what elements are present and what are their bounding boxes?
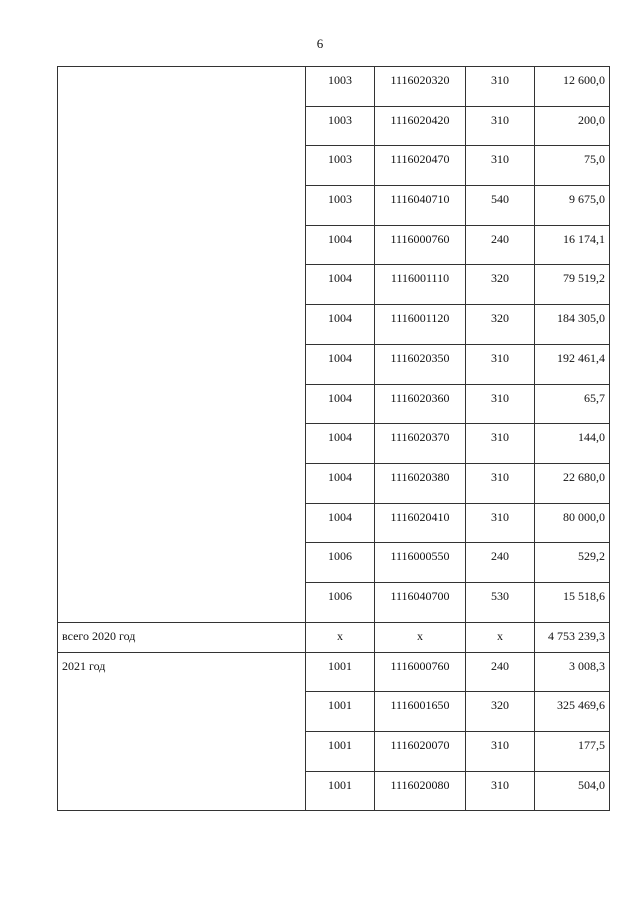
expense-type-cell: 240: [466, 652, 535, 692]
expense-type-cell: 310: [466, 106, 535, 146]
section-code-cell: х: [306, 622, 375, 652]
budget-table-body: [58, 67, 610, 811]
expense-type-cell: 310: [466, 67, 535, 107]
target-article-cell: 1116000760: [375, 225, 466, 265]
amount-cell: 144,0: [535, 424, 610, 464]
amount-cell: 79 519,2: [535, 265, 610, 305]
section-code-cell: 1003: [306, 67, 375, 107]
section-code-cell: 1004: [306, 424, 375, 464]
amount-cell: 177,5: [535, 732, 610, 772]
total-amount-cell: 4 753 239,3: [535, 622, 610, 652]
target-article-cell: 1116001120: [375, 305, 466, 345]
group-label-cell: 2021 год: [58, 652, 306, 811]
section-code-cell: 1004: [306, 463, 375, 503]
section-code-cell: 1006: [306, 582, 375, 622]
expense-type-cell: 240: [466, 225, 535, 265]
target-article-cell: 1116020080: [375, 771, 466, 811]
target-article-cell: 1116040710: [375, 186, 466, 226]
target-article-cell: 1116040700: [375, 582, 466, 622]
amount-cell: 12 600,0: [535, 67, 610, 107]
section-code-cell: 1004: [306, 225, 375, 265]
amount-cell: 16 174,1: [535, 225, 610, 265]
section-code-cell: 1006: [306, 543, 375, 583]
target-article-cell: х: [375, 622, 466, 652]
amount-cell: 65,7: [535, 384, 610, 424]
amount-cell: 529,2: [535, 543, 610, 583]
target-article-cell: 1116020350: [375, 344, 466, 384]
section-code-cell: 1003: [306, 106, 375, 146]
section-code-cell: 1004: [306, 305, 375, 345]
amount-cell: 75,0: [535, 146, 610, 186]
expense-type-cell: х: [466, 622, 535, 652]
target-article-cell: 1116000760: [375, 652, 466, 692]
section-code-cell: 1001: [306, 692, 375, 732]
expense-type-cell: 310: [466, 732, 535, 772]
expense-type-cell: 310: [466, 146, 535, 186]
total-label-cell: всего 2020 год: [58, 622, 306, 652]
amount-cell: 80 000,0: [535, 503, 610, 543]
section-code-cell: 1001: [306, 771, 375, 811]
expense-type-cell: 310: [466, 503, 535, 543]
target-article-cell: 1116001110: [375, 265, 466, 305]
table-row: [58, 67, 610, 107]
section-code-cell: 1001: [306, 732, 375, 772]
table-row: [58, 652, 610, 692]
amount-cell: 192 461,4: [535, 344, 610, 384]
target-article-cell: 1116020420: [375, 106, 466, 146]
expense-type-cell: 310: [466, 344, 535, 384]
amount-cell: 200,0: [535, 106, 610, 146]
amount-cell: 325 469,6: [535, 692, 610, 732]
section-code-cell: 1004: [306, 344, 375, 384]
expense-type-cell: 240: [466, 543, 535, 583]
section-code-cell: 1001: [306, 652, 375, 692]
expense-type-cell: 310: [466, 424, 535, 464]
target-article-cell: 1116020470: [375, 146, 466, 186]
section-code-cell: 1003: [306, 146, 375, 186]
group-label-cell: [58, 67, 306, 623]
amount-cell: 184 305,0: [535, 305, 610, 345]
expense-type-cell: 310: [466, 384, 535, 424]
target-article-cell: 1116020370: [375, 424, 466, 464]
expense-type-cell: 320: [466, 305, 535, 345]
amount-cell: 15 518,6: [535, 582, 610, 622]
expense-type-cell: 530: [466, 582, 535, 622]
section-code-cell: 1004: [306, 503, 375, 543]
target-article-cell: 1116020070: [375, 732, 466, 772]
expense-type-cell: 310: [466, 463, 535, 503]
expense-type-cell: 540: [466, 186, 535, 226]
expense-type-cell: 320: [466, 265, 535, 305]
total-2020-row: [58, 622, 610, 652]
section-code-cell: 1004: [306, 384, 375, 424]
page-number: 6: [316, 36, 324, 51]
section-code-cell: 1004: [306, 265, 375, 305]
budget-table: [57, 66, 610, 811]
expense-type-cell: 320: [466, 692, 535, 732]
amount-cell: 3 008,3: [535, 652, 610, 692]
section-code-cell: 1003: [306, 186, 375, 226]
target-article-cell: 1116020360: [375, 384, 466, 424]
target-article-cell: 1116000550: [375, 543, 466, 583]
amount-cell: 22 680,0: [535, 463, 610, 503]
target-article-cell: 1116020320: [375, 67, 466, 107]
target-article-cell: 1116020380: [375, 463, 466, 503]
expense-type-cell: 310: [466, 771, 535, 811]
target-article-cell: 1116020410: [375, 503, 466, 543]
target-article-cell: 1116001650: [375, 692, 466, 732]
amount-cell: 9 675,0: [535, 186, 610, 226]
amount-cell: 504,0: [535, 771, 610, 811]
